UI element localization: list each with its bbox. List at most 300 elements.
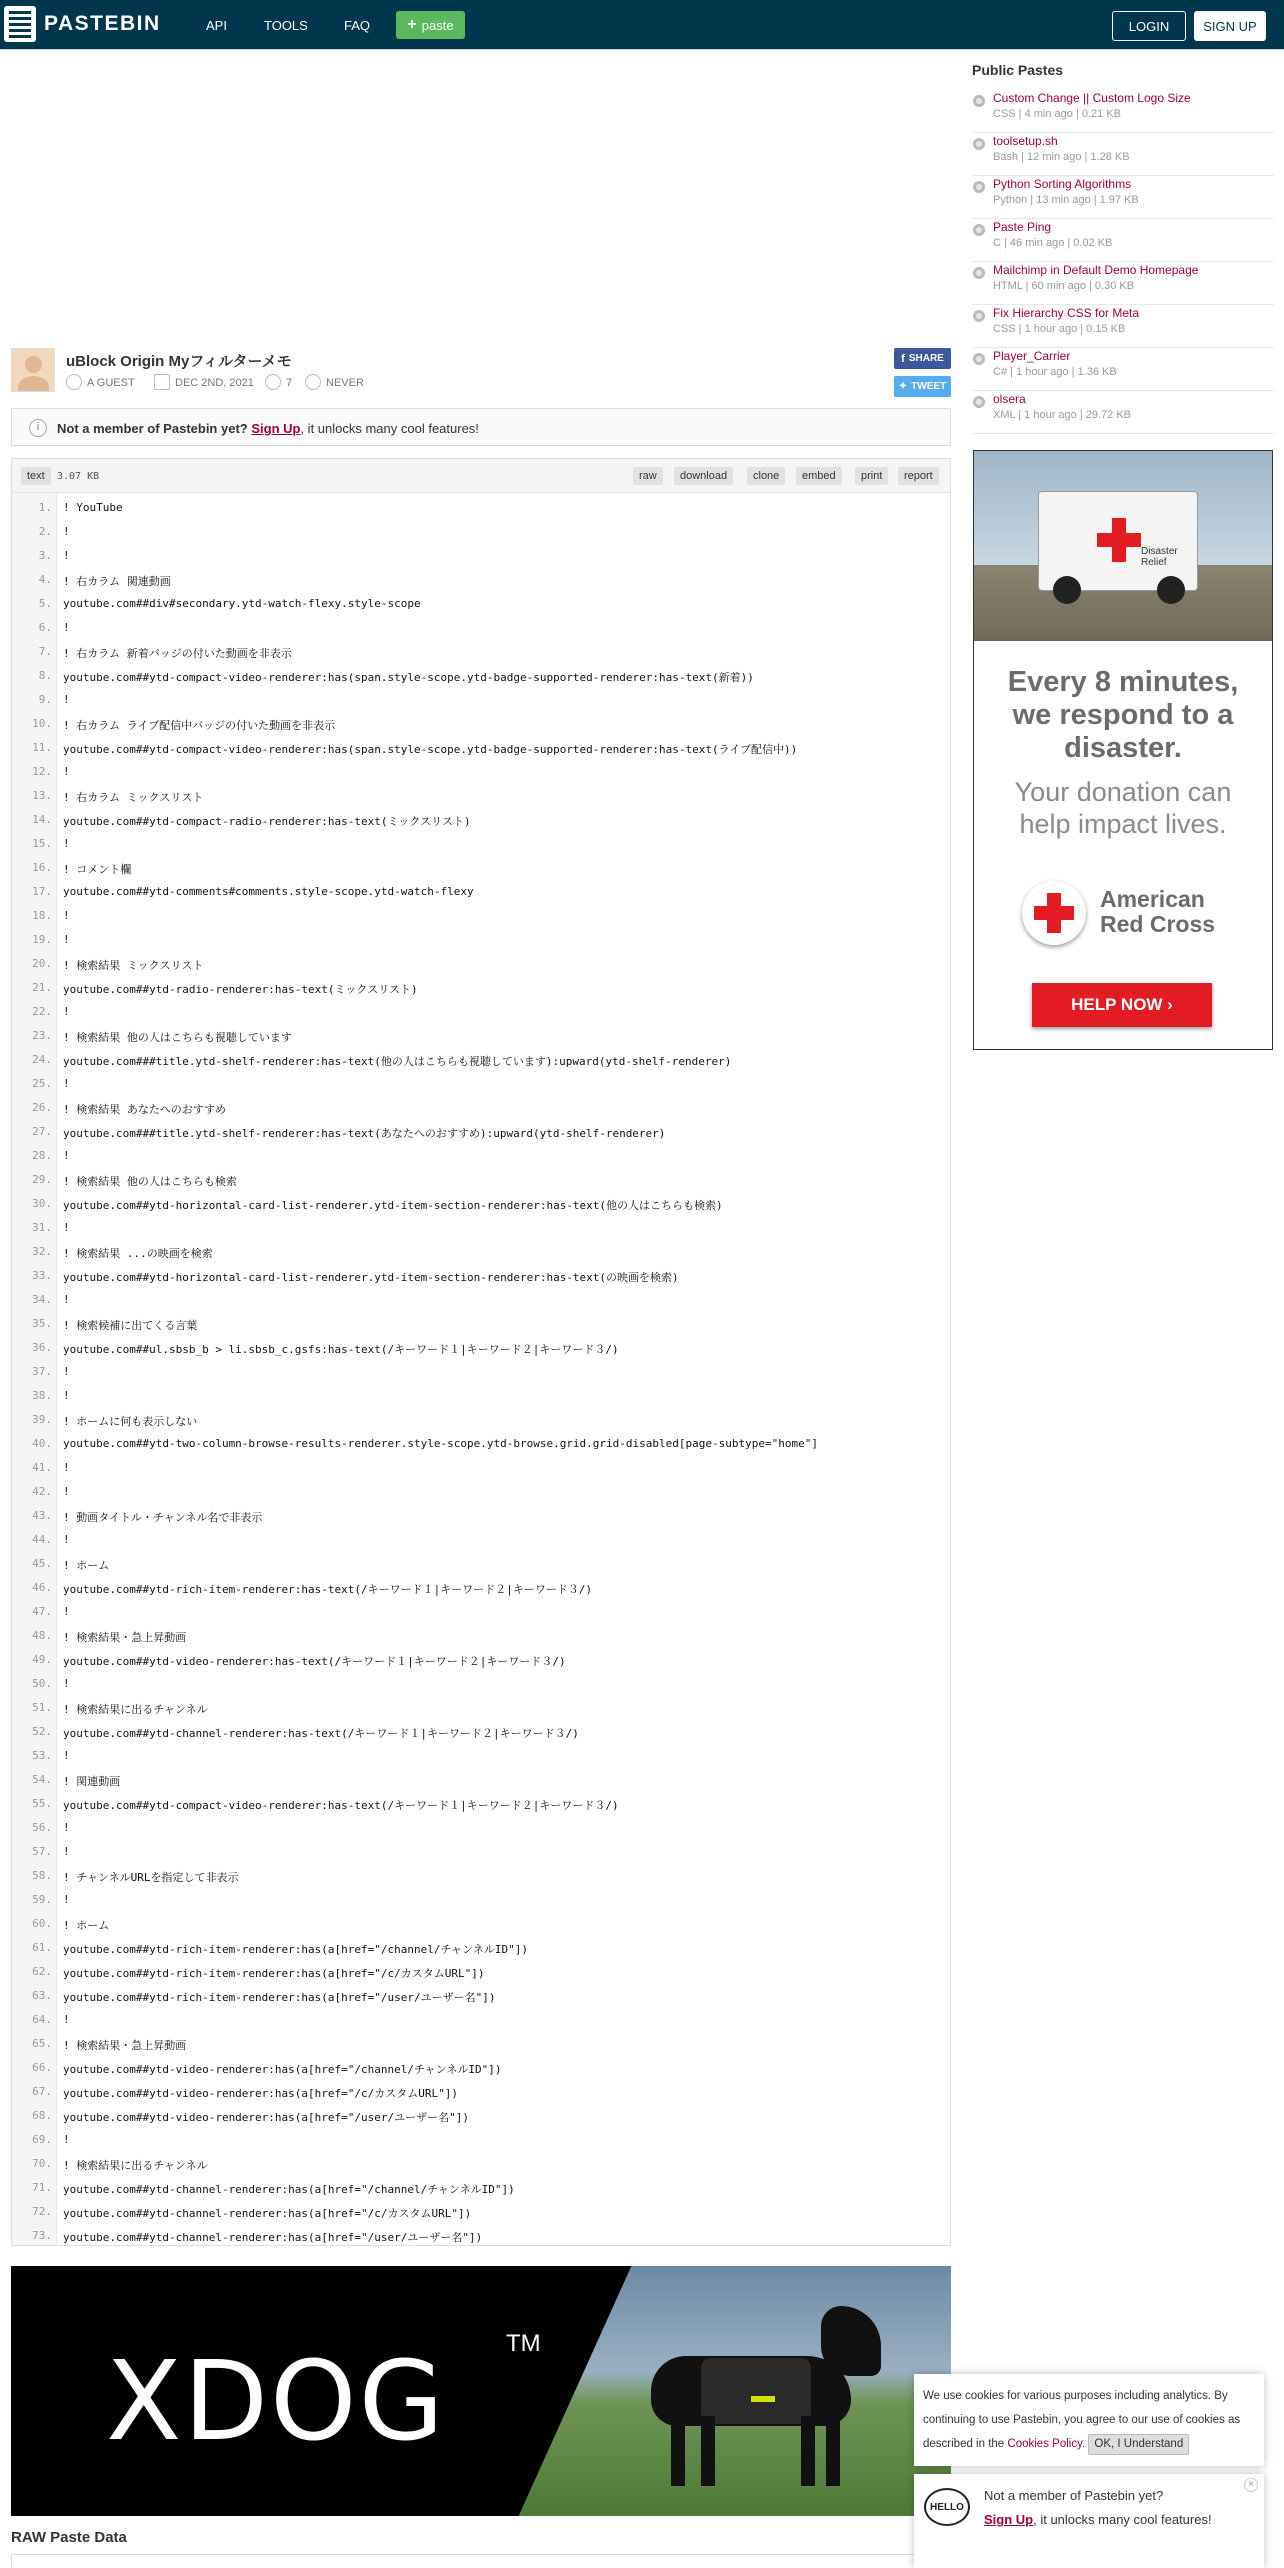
line-text[interactable]: youtube.com##ytd-rich-item-renderer:has(a[href="/user/ユーザー名"]): [63, 1991, 496, 2004]
code-line: [12, 1217, 950, 1241]
line-number: 17.: [32, 885, 52, 898]
line-number: 48.: [32, 1629, 52, 1642]
public-paste-link[interactable]: Paste Ping: [993, 220, 1052, 234]
code-line: [12, 593, 950, 617]
code-line: [12, 1865, 950, 1889]
line-number: 30.: [32, 1197, 52, 1210]
line-number: 41.: [32, 1461, 52, 1474]
line-text[interactable]: ! 関連動画: [63, 1775, 121, 1788]
signup-button[interactable]: SIGN UP: [1194, 11, 1266, 41]
xdog-logo: XDOG: [106, 2337, 446, 2465]
line-text[interactable]: ! 検索結果 他の人はこちらも視聴しています: [63, 1031, 292, 1044]
code-line: [12, 1457, 950, 1481]
public-paste-item[interactable]: [972, 219, 1274, 262]
code-line: [12, 905, 950, 929]
public-paste-item[interactable]: [972, 348, 1274, 391]
code-line: [12, 1289, 950, 1313]
raw-paste-textarea[interactable]: [11, 2554, 951, 2568]
line-number: 14.: [32, 813, 52, 826]
line-text[interactable]: ! 右カラム 新着バッジの付いた動画を非表示: [63, 647, 292, 660]
code-line: [12, 497, 950, 521]
line-text[interactable]: youtube.com##ytd-video-renderer:has(a[href="/c/カスタムURL"]): [63, 2087, 458, 2100]
line-text[interactable]: !: [63, 1845, 70, 1858]
code-line: [12, 1553, 950, 1577]
line-number: 54.: [32, 1773, 52, 1786]
line-number: 27.: [32, 1125, 52, 1138]
line-number: 15.: [32, 837, 52, 850]
line-number: 4.: [38, 573, 52, 586]
code-line: [12, 809, 950, 833]
line-text[interactable]: youtube.com##ytd-horizontal-card-list-renderer.ytd-item-section-renderer:has-text(の映画を検索): [63, 1271, 679, 1284]
line-text[interactable]: youtube.com##ytd-compact-video-renderer:has(span.style-scope.ytd-badge-supported-renderer:has-text(新着)): [63, 671, 754, 684]
line-text[interactable]: ! 検索結果・急上昇動画: [63, 1631, 187, 1644]
public-paste-link[interactable]: Custom Change || Custom Logo Size: [993, 91, 1191, 105]
line-text[interactable]: !: [63, 1485, 70, 1498]
login-button[interactable]: LOGIN: [1112, 11, 1186, 41]
line-text[interactable]: !: [63, 1077, 70, 1090]
line-text[interactable]: !: [63, 693, 70, 706]
line-text[interactable]: !: [63, 1389, 70, 1402]
line-number: 57.: [32, 1845, 52, 1858]
line-number: 61.: [32, 1941, 52, 1954]
public-paste-meta: HTML | 60 min ago | 0.30 KB: [993, 280, 1135, 292]
code-line: [12, 2009, 950, 2033]
twitter-tweet-button[interactable]: [894, 376, 951, 397]
paste-icon: [973, 396, 985, 408]
line-number: 46.: [32, 1581, 52, 1594]
public-paste-link[interactable]: Mailchimp in Default Demo Homepage: [993, 263, 1199, 277]
tweet-label: TWEET: [911, 381, 947, 392]
clock-icon: [305, 374, 321, 390]
line-text[interactable]: ! ホームに何も表示しない: [63, 1415, 198, 1428]
code-line: [12, 2057, 950, 2081]
public-paste-item[interactable]: [972, 133, 1274, 176]
ambulance-image: [1038, 491, 1198, 591]
code-line: [12, 1793, 950, 1817]
line-number: 7.: [38, 645, 52, 658]
notice-rest: , it unlocks many cool features!: [300, 421, 479, 436]
code-line: [12, 1049, 950, 1073]
line-number: 28.: [32, 1149, 52, 1162]
line-number: 5.: [38, 597, 52, 610]
paste-icon: [973, 181, 985, 193]
public-paste-link[interactable]: Python Sorting Algorithms: [993, 177, 1132, 191]
line-text[interactable]: ! コメント欄: [63, 863, 132, 876]
line-number: 29.: [32, 1173, 52, 1186]
code-line: [12, 2081, 950, 2105]
line-text[interactable]: !: [63, 1605, 70, 1618]
line-number: 63.: [32, 1989, 52, 2002]
calendar-icon: [154, 374, 170, 390]
line-number: 53.: [32, 1749, 52, 1762]
code-line: [12, 1025, 950, 1049]
code-line: [12, 2105, 950, 2129]
line-number: 38.: [32, 1389, 52, 1402]
paste-author[interactable]: A GUEST: [87, 377, 135, 389]
line-text[interactable]: !: [63, 1365, 70, 1378]
line-text[interactable]: youtube.com##ytd-compact-radio-renderer:has-text(ミックスリスト): [63, 815, 471, 828]
code-line: [12, 953, 950, 977]
line-number: 56.: [32, 1821, 52, 1834]
cookie-banner: [914, 2374, 1264, 2466]
public-paste-link[interactable]: toolsetup.sh: [993, 134, 1058, 148]
line-number: 68.: [32, 2109, 52, 2122]
line-text[interactable]: youtube.com##ytd-rich-item-renderer:has(a[href="/channel/チャンネルID"]): [63, 1943, 528, 1956]
line-text[interactable]: youtube.com##ul.sbsb_b > li.sbsb_c.gsfs:has-text(/キーワード１|キーワード２|キーワード３/): [63, 1343, 619, 1356]
line-text[interactable]: youtube.com##ytd-compact-video-renderer:has(span.style-scope.ytd-badge-supported-renderer:has-text(ライブ配信中)): [63, 743, 798, 756]
code-line: [12, 1481, 950, 1505]
line-text[interactable]: ! 検索結果 あなたへのおすすめ: [63, 1103, 226, 1116]
line-text[interactable]: youtube.com##ytd-video-renderer:has(a[href="/channel/チャンネルID"]): [63, 2063, 502, 2076]
line-number: 34.: [32, 1293, 52, 1306]
print-button[interactable]: print: [855, 467, 888, 485]
promo-line: [984, 2512, 1212, 2527]
paste-icon: [973, 310, 985, 322]
line-text[interactable]: ! ホーム: [63, 1559, 110, 1572]
code-toolbar: [12, 459, 950, 493]
new-paste-button[interactable]: [396, 11, 465, 39]
public-paste-meta: XML | 1 hour ago | 29.72 KB: [993, 409, 1132, 421]
paste-date: DEC 2ND, 2021: [175, 377, 254, 389]
paste-expiry: NEVER: [326, 377, 364, 389]
line-text[interactable]: !: [63, 909, 70, 922]
code-line: [12, 1337, 950, 1361]
line-number: 62.: [32, 1965, 52, 1978]
line-text[interactable]: ! 検索結果 他の人はこちらも検索: [63, 1175, 237, 1188]
code-line: [12, 857, 950, 881]
sidebar-title: Public Pastes: [972, 62, 1064, 78]
code-line: [12, 1265, 950, 1289]
line-number: 37.: [32, 1365, 52, 1378]
line-text[interactable]: !: [63, 1533, 70, 1546]
line-number: 36.: [32, 1341, 52, 1354]
line-text[interactable]: youtube.com##ytd-channel-renderer:has(a[href="/channel/チャンネルID"]): [63, 2183, 515, 2196]
line-number: 16.: [32, 861, 52, 874]
ad-photo: [974, 451, 1272, 641]
line-number: 35.: [32, 1317, 52, 1330]
public-paste-meta: CSS | 4 min ago | 0.21 KB: [993, 108, 1122, 120]
redcross-name: American Red Cross: [1100, 886, 1216, 937]
line-text[interactable]: ! 検索結果 ...の映画を検索: [63, 1247, 213, 1260]
code-line: [12, 1745, 950, 1769]
line-text[interactable]: ! 検索候補に出てくる言葉: [63, 1319, 198, 1332]
line-number: 58.: [32, 1869, 52, 1882]
code-line: [12, 833, 950, 857]
line-text[interactable]: youtube.com##ytd-horizontal-card-list-renderer.ytd-item-section-renderer:has-text(他の人はこちらも検索): [63, 1199, 723, 1212]
paste-icon: [973, 224, 985, 236]
line-text[interactable]: youtube.com##div#secondary.ytd-watch-flexy.style-scope: [63, 597, 421, 610]
syntax-badge[interactable]: text: [21, 467, 51, 485]
code-line: [12, 1601, 950, 1625]
line-text[interactable]: !: [63, 1293, 70, 1306]
paste-views: 7: [286, 377, 293, 389]
public-paste-item[interactable]: [972, 176, 1274, 219]
line-text[interactable]: !: [63, 1005, 70, 1018]
code-line: [12, 2201, 950, 2225]
line-text[interactable]: ! チャンネルURLを指定して非表示: [63, 1871, 239, 1884]
info-icon: i: [29, 419, 47, 437]
code-line: [12, 1193, 950, 1217]
public-paste-link[interactable]: Player_Carrier: [993, 349, 1071, 363]
code-box: [11, 458, 951, 2246]
line-number: 55.: [32, 1797, 52, 1810]
dog-image: [631, 2306, 881, 2486]
eye-icon: [265, 374, 281, 390]
line-text[interactable]: ! 検索結果に出るチャンネル: [63, 2159, 208, 2172]
cookie-policy-link[interactable]: Cookies Policy: [1007, 2438, 1082, 2450]
code-line: [12, 929, 950, 953]
line-number: 50.: [32, 1677, 52, 1690]
pastebin-logo-icon[interactable]: [4, 6, 36, 42]
ad-subline: Your donation can help impact lives.: [1014, 777, 1232, 839]
code-line: [12, 521, 950, 545]
plus-icon: +: [407, 16, 417, 33]
code-line: [12, 1145, 950, 1169]
code-line: [12, 1121, 950, 1145]
line-text[interactable]: youtube.com##ytd-channel-renderer:has-text(/キーワード１|キーワード２|キーワード３/): [63, 1727, 579, 1740]
code-line: [12, 1961, 950, 1985]
line-text[interactable]: ! ホーム: [63, 1919, 110, 1932]
line-number: 51.: [32, 1701, 52, 1714]
help-now-button[interactable]: HELP NOW ›: [1032, 983, 1212, 1027]
hello-icon: HELLO: [924, 2488, 970, 2526]
code-line: [12, 1697, 950, 1721]
code-line: [12, 1529, 950, 1553]
line-text[interactable]: youtube.com###title.ytd-shelf-renderer:has-text(あなたへのおすすめ):upward(ytd-shelf-renderer): [63, 1127, 666, 1140]
report-button[interactable]: report: [898, 467, 939, 485]
line-text[interactable]: youtube.com##ytd-video-renderer:has(a[href="/user/ユーザー名"]): [63, 2111, 469, 2124]
line-number: 11.: [32, 741, 52, 754]
line-number: 65.: [32, 2037, 52, 2050]
line-text[interactable]: youtube.com##ytd-rich-item-renderer:has(a[href="/c/カスタムURL"]): [63, 1967, 485, 1980]
line-number: 6.: [38, 621, 52, 634]
line-text[interactable]: !: [63, 765, 70, 778]
close-icon[interactable]: ×: [1244, 2478, 1258, 2492]
line-text[interactable]: !: [63, 1821, 70, 1834]
public-paste-link[interactable]: olsera: [993, 392, 1026, 406]
code-line: [12, 2225, 950, 2249]
code-line: [12, 1361, 950, 1385]
code-line: [12, 1769, 950, 1793]
line-number: 24.: [32, 1053, 52, 1066]
line-text[interactable]: ! 右カラム 関連動画: [63, 575, 171, 588]
redcross-logo: [1022, 881, 1232, 945]
line-number: 72.: [32, 2205, 52, 2218]
file-size: 3.07 KB: [57, 471, 100, 482]
line-text[interactable]: ! 右カラム ライブ配信中バッジの付いた動画を非表示: [63, 719, 336, 732]
code-line: [12, 1913, 950, 1937]
line-text[interactable]: youtube.com###title.ytd-shelf-renderer:has-text(他の人はこちらも視聴しています):upward(ytd-shelf-renderer): [63, 1055, 732, 1068]
cookie-ok-button[interactable]: OK, I Understand: [1088, 2434, 1189, 2455]
line-number: 32.: [32, 1245, 52, 1258]
line-number: 18.: [32, 909, 52, 922]
share-label: SHARE: [908, 353, 944, 364]
code-line: [12, 2177, 950, 2201]
code-line: [12, 1433, 950, 1457]
facebook-icon: f: [901, 352, 905, 365]
brand-name[interactable]: PASTEBIN: [44, 12, 161, 35]
line-text[interactable]: ! 右カラム ミックスリスト: [63, 791, 204, 804]
line-number: 49.: [32, 1653, 52, 1666]
notice-signup-link[interactable]: Sign Up: [251, 421, 301, 436]
line-text[interactable]: ! 検索結果 ミックスリスト: [63, 959, 204, 972]
nav-tools[interactable]: TOOLS: [264, 18, 308, 33]
code-line: [12, 641, 950, 665]
code-line: [12, 1649, 950, 1673]
download-button[interactable]: download: [674, 467, 733, 485]
nav-faq[interactable]: FAQ: [344, 18, 371, 33]
line-number: 31.: [32, 1221, 52, 1234]
line-number: 21.: [32, 981, 52, 994]
line-number: 1.: [38, 501, 52, 514]
line-number: 70.: [32, 2157, 52, 2170]
code-line: [12, 761, 950, 785]
code-line: [12, 785, 950, 809]
line-text[interactable]: youtube.com##ytd-comments#comments.style-scope.ytd-watch-flexy: [63, 885, 474, 898]
line-text[interactable]: !: [63, 525, 70, 538]
cookie-text: We use cookies for various purposes including analytics. By continuing to use Pastebin, you agree to our use of cookies as described in the: [923, 2390, 1241, 2450]
code-line: [12, 1889, 950, 1913]
raw-button[interactable]: raw: [633, 467, 663, 485]
line-number: 39.: [32, 1413, 52, 1426]
code-line: [12, 689, 950, 713]
line-text[interactable]: youtube.com##ytd-compact-video-renderer:has-text(/キーワード１|キーワード２|キーワード３/): [63, 1799, 619, 1812]
header: [0, 0, 1284, 50]
line-text[interactable]: youtube.com##ytd-radio-renderer:has-text(ミックスリスト): [63, 983, 418, 996]
line-text[interactable]: ! 動画タイトル・チャンネル名で非表示: [63, 1511, 263, 1524]
xdog-ad[interactable]: [11, 2266, 951, 2516]
line-number: 60.: [32, 1917, 52, 1930]
clone-button[interactable]: clone: [747, 467, 785, 485]
ad-headline: Every 8 minutes, we respond to a disaster.: [1007, 666, 1239, 764]
code-line: [12, 1385, 950, 1409]
public-paste-item[interactable]: [972, 391, 1274, 434]
line-text[interactable]: youtube.com##ytd-channel-renderer:has(a[href="/c/カスタムURL"]): [63, 2207, 472, 2220]
line-text[interactable]: !: [63, 549, 70, 562]
line-number: 2.: [38, 525, 52, 538]
facebook-share-button[interactable]: [894, 348, 951, 369]
redcross-ad[interactable]: [973, 450, 1273, 1050]
line-text[interactable]: !: [63, 1461, 70, 1474]
code-line: [12, 1313, 950, 1337]
line-number: 13.: [32, 789, 52, 802]
nav-api[interactable]: API: [206, 18, 227, 33]
code-line: [12, 569, 950, 593]
code-line: [12, 1673, 950, 1697]
code-line: [12, 1001, 950, 1025]
signup-notice: [11, 408, 951, 446]
code-line: [12, 617, 950, 641]
line-text[interactable]: !: [63, 1149, 70, 1162]
line-number: 42.: [32, 1485, 52, 1498]
paste-icon: [973, 138, 985, 150]
line-number: 45.: [32, 1557, 52, 1570]
line-number: 43.: [32, 1509, 52, 1522]
public-paste-item[interactable]: [972, 90, 1274, 133]
line-text[interactable]: !: [63, 933, 70, 946]
code-line: [12, 1937, 950, 1961]
line-text[interactable]: ! 検索結果に出るチャンネル: [63, 1703, 208, 1716]
code-line: [12, 1817, 950, 1841]
line-number: 12.: [32, 765, 52, 778]
line-text[interactable]: youtube.com##ytd-video-renderer:has-text(/キーワード１|キーワード２|キーワード３/): [63, 1655, 566, 1668]
paste-icon: [973, 267, 985, 279]
line-text[interactable]: !: [63, 621, 70, 634]
code-line: [12, 1097, 950, 1121]
xdog-trademark: TM: [506, 2330, 541, 2357]
line-number: 67.: [32, 2085, 52, 2098]
line-number: 64.: [32, 2013, 52, 2026]
public-paste-meta: Python | 13 min ago | 1.97 KB: [993, 194, 1139, 206]
line-text[interactable]: !: [63, 1677, 70, 1690]
signup-promo: [914, 2474, 1264, 2568]
line-text[interactable]: !: [63, 2013, 70, 2026]
code-line: [12, 881, 950, 905]
line-number: 3.: [38, 549, 52, 562]
line-number: 40.: [32, 1437, 52, 1450]
code-line: [12, 545, 950, 569]
line-number: 44.: [32, 1533, 52, 1546]
line-number: 9.: [38, 693, 52, 706]
code-line: [12, 2129, 950, 2153]
line-text[interactable]: youtube.com##ytd-rich-item-renderer:has-text(/キーワード１|キーワード２|キーワード３/): [63, 1583, 593, 1596]
line-number: 71.: [32, 2181, 52, 2194]
line-number: 25.: [32, 1077, 52, 1090]
line-text[interactable]: ! 検索結果・急上昇動画: [63, 2039, 187, 2052]
code-line: [12, 1721, 950, 1745]
line-text[interactable]: !: [63, 2133, 70, 2146]
line-text[interactable]: youtube.com##ytd-channel-renderer:has(a[href="/user/ユーザー名"]): [63, 2231, 483, 2244]
code-line: [12, 1169, 950, 1193]
line-text[interactable]: !: [63, 1893, 70, 1906]
line-text[interactable]: ! YouTube: [63, 501, 123, 514]
public-paste-item[interactable]: [972, 262, 1274, 305]
notice-text: [57, 421, 479, 436]
promo-signup-link[interactable]: Sign Up: [984, 2512, 1034, 2527]
line-number: 26.: [32, 1101, 52, 1114]
promo-rest: , it unlocks many cool features!: [1033, 2512, 1212, 2527]
code-line: [12, 2033, 950, 2057]
line-number: 10.: [32, 717, 52, 730]
public-paste-meta: Bash | 12 min ago | 1.28 KB: [993, 151, 1130, 163]
public-paste-link[interactable]: Fix Hierarchy CSS for Meta: [993, 306, 1140, 320]
code-line: [12, 665, 950, 689]
line-number: 23.: [32, 1029, 52, 1042]
line-number: 73.: [32, 2229, 52, 2242]
code-line: [12, 737, 950, 761]
line-text[interactable]: !: [63, 837, 70, 850]
code-line: [12, 1073, 950, 1097]
code-line: [12, 1241, 950, 1265]
public-paste-item[interactable]: [972, 305, 1274, 348]
twitter-icon: ✦: [898, 381, 908, 392]
page-title: uBlock Origin Myフィルターメモ: [66, 353, 292, 370]
paste-icon: [973, 95, 985, 107]
avatar: [11, 348, 55, 392]
user-icon: [66, 374, 82, 390]
line-text[interactable]: !: [63, 1749, 70, 1762]
code-line: [12, 1505, 950, 1529]
line-text[interactable]: !: [63, 1221, 70, 1234]
line-number: 8.: [38, 669, 52, 682]
embed-button[interactable]: embed: [796, 467, 842, 485]
code-line: [12, 1409, 950, 1433]
line-number: 66.: [32, 2061, 52, 2074]
line-text[interactable]: youtube.com##ytd-two-column-browse-results-renderer.style-scope.ytd-browse.grid.grid-disabled[page-subtype="home"]: [63, 1437, 818, 1450]
code-line: [12, 1577, 950, 1601]
code-line: [12, 1625, 950, 1649]
cookie-text-block: We use cookies for various purposes including analytics. By continuing to use Pastebin, you agree to our use of cookies as described in the Cookies Policy. OK, I Understand: [923, 2384, 1259, 2456]
